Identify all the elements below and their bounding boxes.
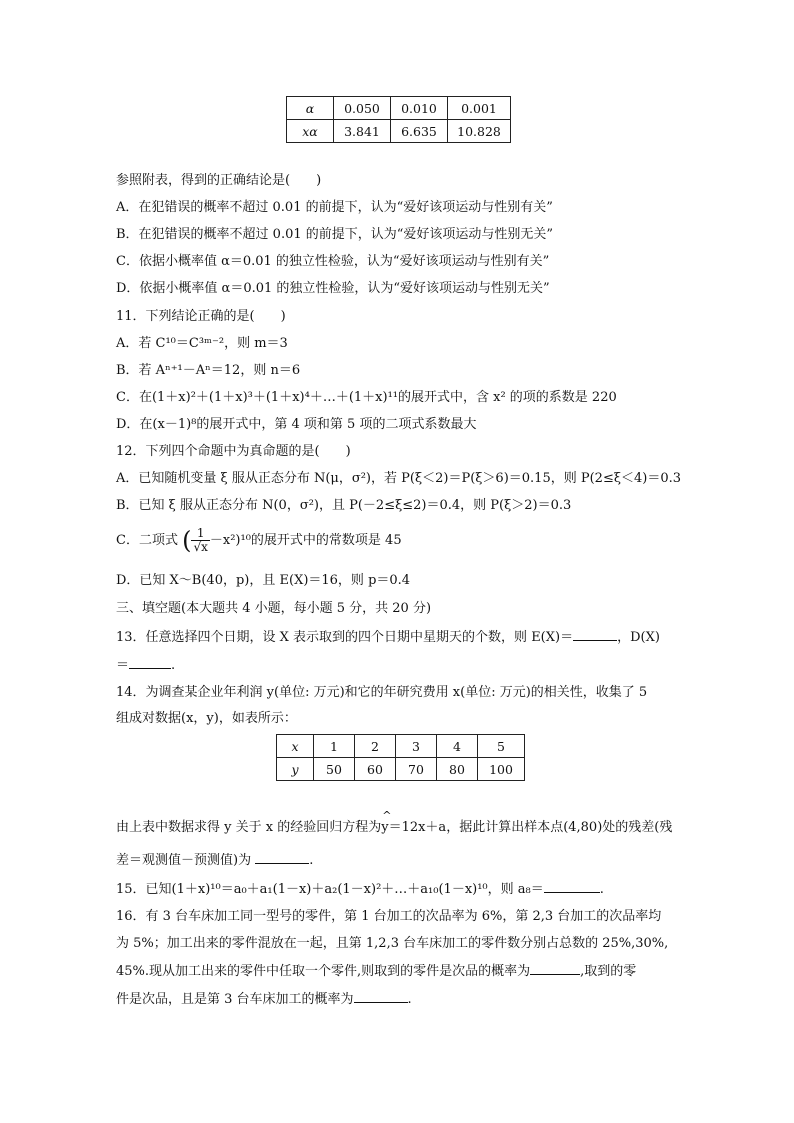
table-cell: α bbox=[287, 97, 334, 120]
table-cell: 0.001 bbox=[448, 97, 511, 120]
alpha-table bbox=[286, 96, 511, 143]
q15: 15．已知(1＋x)¹⁰＝a₀＋a₁(1－x)＋a₂(1－x)²＋…＋a₁₀(1－x)¹⁰，则 a₈＝ . bbox=[116, 882, 604, 897]
table-row bbox=[287, 97, 511, 120]
table-cell: 10.828 bbox=[448, 120, 511, 143]
q11-option-d: D．在(x－1)⁸的展开式中，第 4 项和第 5 项的二项式系数最大 bbox=[116, 417, 477, 432]
q12-c-prefix: C．二项式 bbox=[116, 533, 178, 548]
answer-blank[interactable] bbox=[530, 962, 580, 975]
q14-line3: 由上表中数据求得 y 关于 x 的经验回归方程为^ y＝12x＋a，据此计算出样本点(4,80)处的残差(残 bbox=[116, 819, 672, 837]
table-row bbox=[277, 735, 525, 758]
table-cell: xα bbox=[287, 120, 334, 143]
table-cell: 3 bbox=[396, 735, 437, 758]
q11-stem: 11．下列结论正确的是( ) bbox=[116, 309, 286, 324]
left-paren: ( bbox=[182, 526, 192, 555]
q13-line2: ＝ . bbox=[116, 658, 176, 673]
answer-blank[interactable] bbox=[544, 880, 600, 893]
q11-option-a: A．若 C¹⁰＝C³ᵐ⁻²，则 m＝3 bbox=[116, 336, 288, 351]
q16-line2: 为 5%；加工出来的零件混放在一起，且第 1,2,3 台车床加工的零件数分别占总数的 25%,30%, bbox=[116, 936, 669, 951]
table-cell: x bbox=[277, 735, 314, 758]
table-cell: 100 bbox=[478, 758, 525, 781]
table-cell: 0.010 bbox=[391, 97, 448, 120]
q16-line3: 45%.现从加工出来的零件中任取一个零件,则取到的零件是次品的概率为 ,取到的零 bbox=[116, 964, 637, 979]
q14-line1: 14．为调查某企业年利润 y(单位: 万元)和它的年研究费用 x(单位: 万元)的相关性，收集了 5 bbox=[116, 685, 648, 700]
section-3-heading: 三、填空题(本大题共 4 小题，每小题 5 分，共 20 分) bbox=[116, 601, 432, 616]
q12-c-suffix: －x²)¹⁰的展开式中的常数项是 45 bbox=[209, 533, 402, 548]
table-cell: 2 bbox=[355, 735, 396, 758]
table-cell: 4 bbox=[437, 735, 478, 758]
q11-option-b: B．若 Aⁿ⁺¹－Aⁿ＝12，则 n＝6 bbox=[116, 363, 301, 378]
table-cell: 80 bbox=[437, 758, 478, 781]
table-row bbox=[277, 758, 525, 781]
table-cell: 60 bbox=[355, 758, 396, 781]
table-cell: 6.635 bbox=[391, 120, 448, 143]
q11-option-c: C．在(1＋x)²＋(1＋x)³＋(1＋x)⁴＋…＋(1＋x)¹¹的展开式中，含 x² 的项的系数是 220 bbox=[116, 390, 617, 405]
q12-option-d: D．已知 X～B(40，p)，且 E(X)＝16，则 p＝0.4 bbox=[116, 573, 411, 588]
answer-blank[interactable] bbox=[129, 656, 171, 669]
q10-option-b: B．在犯错误的概率不超过 0.01 的前提下，认为“爱好该项运动与性别无关” bbox=[116, 227, 554, 242]
q13-line1: 13．任意选择四个日期，设 X 表示取到的四个日期中星期天的个数，则 E(X)＝ ，D(X) bbox=[116, 630, 660, 645]
fraction: $\frac{1}{√x}$ bbox=[193, 526, 208, 554]
q10-option-c: C．依据小概率值 α＝0.01 的独立性检验，认为“爱好该项运动与性别有关” bbox=[116, 254, 550, 269]
answer-blank[interactable] bbox=[255, 851, 309, 864]
q14-line2: 组成对数据(x，y)，如表所示： bbox=[116, 711, 297, 726]
q12-stem: 12．下列四个命题中为真命题的是( ) bbox=[116, 444, 351, 459]
q14-line4: 差＝观测值－预测值)为 . bbox=[116, 853, 314, 868]
answer-blank[interactable] bbox=[573, 628, 617, 641]
table-cell: y bbox=[277, 758, 314, 781]
table-cell: 70 bbox=[396, 758, 437, 781]
q12-option-b: B．已知 ξ 服从正态分布 N(0，σ²)，且 P(－2≤ξ≤2)＝0.4，则 P(ξ＞2)＝0.3 bbox=[116, 498, 572, 513]
q12-option-a: A．已知随机变量 ξ 服从正态分布 N(μ，σ²)，若 P(ξ＜2)＝P(ξ＞6)＝0.15，则 P(2≤ξ＜4)＝0.3 bbox=[116, 471, 682, 486]
q16-line1: 16．有 3 台车床加工同一型号的零件，第 1 台加工的次品率为 6%，第 2,3 台加工的次品率均 bbox=[116, 909, 662, 924]
q12-option-c bbox=[116, 526, 402, 556]
q10-option-d: D．依据小概率值 α＝0.01 的独立性检验，认为“爱好该项运动与性别无关” bbox=[116, 281, 550, 296]
q16-line4: 件是次品，且是第 3 台车床加工的概率为 . bbox=[116, 992, 412, 1007]
table-cell: 1 bbox=[314, 735, 355, 758]
q10-stem: 参照附表，得到的正确结论是( ) bbox=[116, 173, 322, 188]
table-cell: 50 bbox=[314, 758, 355, 781]
table-cell: 5 bbox=[478, 735, 525, 758]
xy-table bbox=[276, 734, 525, 781]
table-cell: 3.841 bbox=[334, 120, 391, 143]
table-cell: 0.050 bbox=[334, 97, 391, 120]
table-row bbox=[287, 120, 511, 143]
q10-option-a: A．在犯错误的概率不超过 0.01 的前提下，认为“爱好该项运动与性别有关” bbox=[116, 200, 553, 215]
answer-blank[interactable] bbox=[354, 990, 408, 1003]
